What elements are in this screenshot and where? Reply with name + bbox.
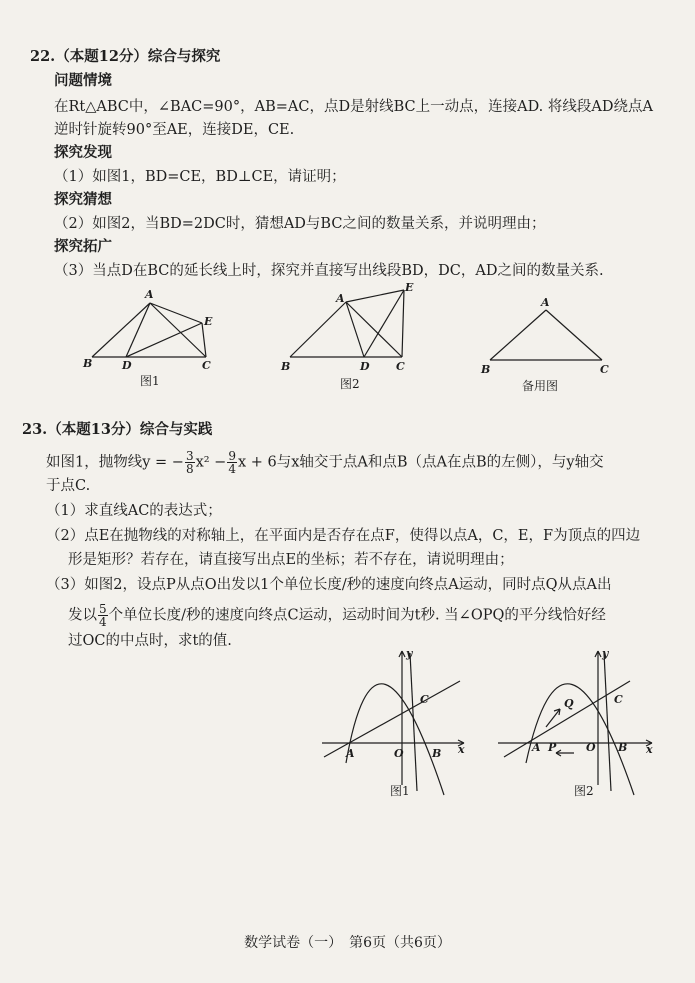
q23-fig1-label-b: B: [432, 747, 442, 760]
q22-fig2-label-e: E: [405, 281, 414, 294]
q23-part3-line1: （3）如图2，设点P从点O出发以1个单位长度/秒的速度向终点A运动，同时点Q从点A出: [46, 577, 612, 593]
q22-fig1-label-b: B: [83, 357, 93, 370]
q22-extend-title: 探究拓广: [54, 238, 112, 255]
q23-fig1-caption: 图1: [390, 784, 410, 798]
q22-spare-label-a: A: [541, 296, 550, 309]
q22-figure-2: [278, 280, 428, 395]
q23-part3-line3: 过OC的中点时，求t的值.: [68, 633, 232, 649]
q22-guess-title: 探究猜想: [54, 191, 112, 208]
q22-fig2-caption: 图2: [340, 377, 360, 391]
q23-intro-c: x + 6与x轴交于点A和点B（点A在点B的左侧），与y轴交: [237, 454, 604, 471]
q23-figure-2-graph: [494, 645, 659, 805]
q23-fig2-label-x: x: [646, 743, 653, 756]
q23-frac2-den: 4: [228, 462, 236, 476]
q22-spare-caption: 备用图: [522, 379, 559, 393]
q22-discover-title: 探究发现: [54, 144, 112, 161]
q23-frac-5-4: [98, 603, 108, 628]
q23-part3-b: 个单位长度/秒的速度向终点C运动，运动时间为t秒. 当∠OPQ的平分线恰好经: [108, 607, 606, 624]
q22-situation-title: 问题情境: [54, 72, 112, 89]
q22-fig2-label-b: B: [281, 360, 291, 373]
q23-frac3-num: 5: [99, 602, 107, 616]
q23-part3-line2: [68, 603, 606, 628]
q22-part2: （2）如图2，当BD=2DC时，猜想AD与BC之间的数量关系，并说明理由；: [54, 216, 546, 232]
q23-intro-b: x² −: [195, 454, 227, 471]
q23-frac2-num: 9: [228, 449, 236, 463]
q22-situation-line2: 逆时针旋转90°至AE，连接DE，CE.: [54, 122, 295, 138]
q22-part1: （1）如图1，BD=CE，BD⊥CE，请证明；: [54, 169, 346, 185]
q22-fig2-label-d: D: [360, 360, 370, 373]
q22-spare-figure: [476, 296, 616, 396]
q23-fig2-label-b: B: [618, 741, 628, 754]
q23-fig1-label-x: x: [458, 743, 465, 756]
q23-fig1-label-a: A: [346, 747, 355, 760]
q23-fig2-label-p: P: [548, 741, 557, 754]
q23-fig2-label-a: A: [532, 741, 541, 754]
q22-fig1-label-e: E: [204, 315, 213, 328]
q23-intro-a: 如图1，抛物线y = −: [46, 454, 184, 471]
q23-fig2-caption: 图2: [574, 784, 594, 798]
q23-part2-line1: （2）点E在抛物线的对称轴上，在平面内是否存在点F，使得以点A，C，E，F为顶点的四边: [46, 528, 641, 544]
q22-fig1-caption: 图1: [140, 374, 160, 388]
q23-frac3-den: 4: [99, 615, 107, 629]
page-footer: 数学试卷（一） 第6页（共6页）: [244, 935, 451, 951]
q22-fig2-label-c: C: [396, 360, 405, 373]
q23-part2-line2: 形是矩形？若存在，请直接写出点E的坐标；若不存在，请说明理由；: [68, 552, 514, 568]
q23-fig2-label-c: C: [614, 693, 623, 706]
q22-fig1-label-c: C: [202, 359, 211, 372]
q23-frac-3-8: [185, 450, 195, 475]
q23-frac-9-4: [227, 450, 237, 475]
q22-situation-line1: 在Rt△ABC中，∠BAC=90°，AB=AC，点D是射线BC上一动点，连接AD. 将线段AD绕点A: [54, 99, 653, 115]
q22-figure-1-diagram: [80, 285, 230, 395]
q23-figure-2: [494, 645, 659, 805]
q22-figure-2-diagram: [278, 280, 428, 395]
q23-fig2-label-o: O: [586, 741, 596, 754]
q22-fig1-label-d: D: [122, 359, 132, 372]
q23-frac1-num: 3: [185, 449, 194, 463]
q23-frac1-den: 8: [185, 462, 194, 476]
q23-figure-1-graph: [318, 645, 478, 805]
q22-figure-1: [80, 285, 230, 395]
q23-fig2-label-q: Q: [564, 697, 574, 710]
q23-fig1-label-o: O: [394, 747, 404, 760]
q22-spare-label-c: C: [600, 363, 609, 376]
q22-fig1-label-a: A: [145, 288, 154, 301]
q22-spare-label-b: B: [481, 363, 491, 376]
q23-intro-line2: 于点C.: [46, 478, 91, 494]
q22-spare-diagram: [476, 296, 616, 396]
q23-figure-1: [318, 645, 478, 805]
q22-header: 22.（本题12分）综合与探究: [30, 48, 221, 65]
q23-fig2-label-y: y: [602, 647, 609, 660]
q23-header: 23.（本题13分）综合与实践: [22, 421, 213, 438]
q23-part1: （1）求直线AC的表达式；: [46, 503, 222, 519]
q22-part3: （3）当点D在BC的延长线上时，探究并直接写出线段BD，DC，AD之间的数量关系.: [54, 263, 604, 279]
q23-fig1-label-y: y: [406, 647, 413, 660]
q23-part3-a: 发以: [68, 607, 97, 624]
q23-intro: [46, 450, 604, 475]
q22-fig2-label-a: A: [336, 292, 345, 305]
q23-fig1-label-c: C: [420, 693, 429, 706]
